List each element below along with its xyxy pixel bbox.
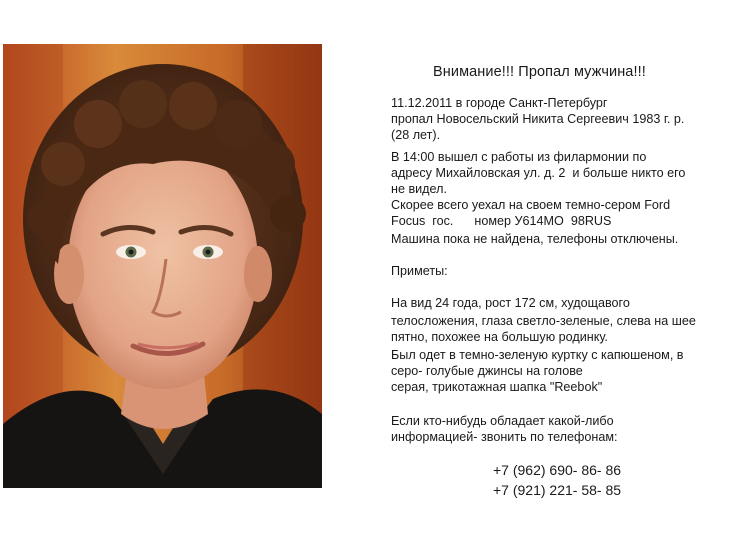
features-line: На вид 24 года, рост 172 см, худощавого (391, 296, 630, 310)
intro-line: адресу Михайловская ул. д. 2 и больше никто его (391, 166, 686, 180)
missing-person-photo (3, 44, 322, 488)
phone-number: +7 (962) 690- 86- 86 (493, 462, 622, 478)
contact-line: информацией- звонить по телефонам: (391, 430, 618, 444)
intro-line: В 14:00 вышел с работы из филармонии по (391, 150, 647, 164)
features-heading: Приметы: (391, 264, 448, 278)
intro-line: Скорее всего уехал на своем темно-сером Ford (391, 198, 671, 212)
intro-line: (28 лет). (391, 128, 441, 142)
phone-number: +7 (921) 221- 58- 85 (493, 482, 622, 498)
intro-line: 11.12.2011 в городе Санкт-Петербург (391, 96, 608, 110)
intro-line: Машина пока не найдена, телефоны отключены. (391, 232, 679, 246)
features-line: пятно, похожее на большую родинку. (391, 330, 608, 344)
notice-title: Внимание!!! Пропал мужчина!!! (433, 64, 646, 80)
intro-line: Focus гос. номер У614МО 98RUS (391, 214, 612, 228)
features-line: телосложения, глаза светло-зеленые, слева на шее (391, 314, 696, 328)
contact-line: Если кто-нибудь обладает какой-либо (391, 414, 614, 428)
features-line: серая, трикотажная шапка "Reebok" (391, 380, 603, 394)
features-line: Был одет в темно-зеленую куртку с капюшеном, в (391, 348, 684, 362)
intro-line: пропал Новосельский Никита Сергеевич 1983 г. р. (391, 112, 685, 126)
intro-line: не видел. (391, 182, 447, 196)
features-line: серо- голубые джинсы на голове (391, 364, 583, 378)
